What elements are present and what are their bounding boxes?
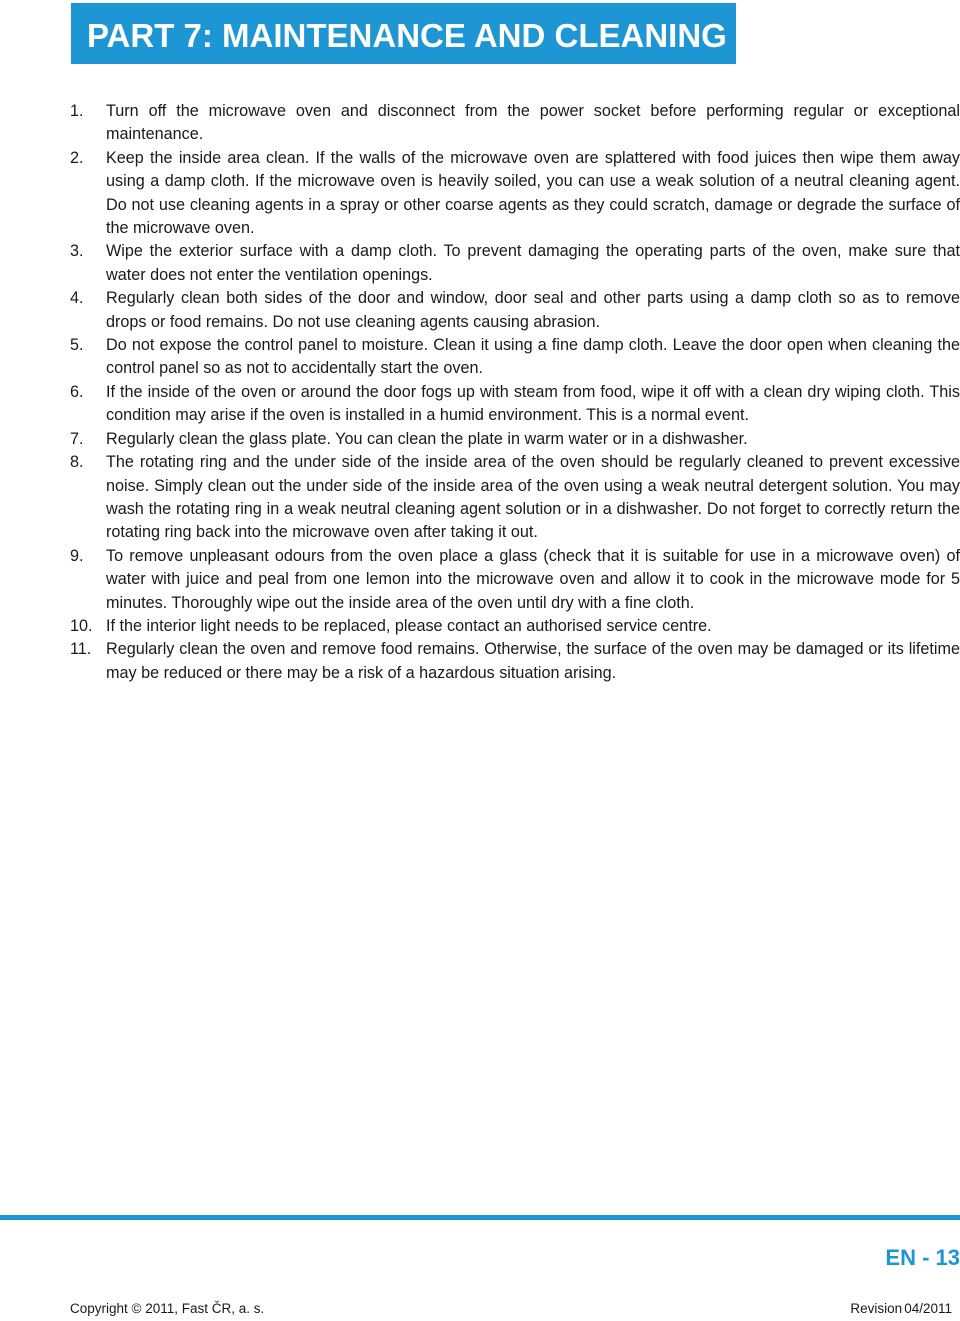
item-text: If the interior light needs to be replaced, please contact an authorised service centre. [106, 616, 712, 635]
list-item [70, 545, 960, 615]
item-number: 8. [70, 453, 84, 472]
page-number: EN - 13 [885, 1245, 960, 1270]
maintenance-instructions-list [70, 100, 960, 685]
revision-date: 04/2011 [904, 1301, 952, 1316]
item-text: Regularly clean both sides of the door and window, door seal and other parts using a damp cloth so as to remove drops or food remains. Do not use cleaning agents causing abrasion. [106, 289, 960, 331]
item-number: 10. [70, 616, 93, 635]
list-item [70, 100, 960, 147]
item-text: Regularly clean the oven and remove food remains. Otherwise, the surface of the oven may be damaged or its lifetime may be reduced or there may be a risk of a hazardous situation arising. [106, 640, 960, 682]
list-item [70, 638, 960, 685]
item-number: 2. [70, 148, 84, 167]
item-text: To remove unpleasant odours from the oven place a glass (check that it is suitable for use in a microwave oven) of water with juice and peal from one lemon into the microwave oven and allow it to cook in the microwave mode for 5 minutes. Thoroughly wipe out the inside area of the oven until dry with a fine cloth. [106, 546, 960, 612]
list-item [70, 615, 960, 638]
list-item [70, 240, 960, 287]
list-item [70, 287, 960, 334]
page-title: PART 7: MAINTENANCE AND CLEANING [87, 17, 727, 54]
list-item [70, 428, 960, 451]
item-number: 3. [70, 242, 84, 261]
item-number: 4. [70, 289, 84, 308]
item-text: The rotating ring and the under side of the inside area of the oven should be regularly cleaned to prevent excessive noise. Simply clean out the under side of the inside area of the oven using a weak neutral detergent solution. You may wash the rotating ring in a weak neutral cleaning agent solution or in a dishwasher. Do not forget to correctly return the rotating ring back into the microwave oven after taking it out. [106, 453, 960, 542]
list-item [70, 451, 960, 545]
item-number: 9. [70, 546, 84, 565]
item-number: 7. [70, 429, 84, 448]
revision-info [850, 1301, 952, 1316]
item-text: Regularly clean the glass plate. You can clean the plate in warm water or in a dishwasher. [106, 429, 748, 448]
item-number: 6. [70, 382, 84, 401]
revision-label: Revision [850, 1301, 903, 1316]
item-text: If the inside of the oven or around the door fogs up with steam from food, wipe it off with a clean dry wiping cloth. This condition may arise if the oven is installed in a humid environment. This is a normal event. [106, 382, 960, 425]
list-item [70, 147, 960, 241]
item-number: 1. [70, 102, 84, 120]
section-header [71, 3, 736, 64]
copyright-notice: Copyright © 2011, Fast ČR, a. s. [70, 1301, 265, 1316]
list-item [70, 381, 960, 428]
item-text: Do not expose the control panel to moisture. Clean it using a fine damp cloth. Leave the door open when cleaning the control panel so as not to accidentally start the oven. [106, 336, 960, 378]
item-number: 11. [70, 640, 92, 659]
item-number: 5. [70, 336, 84, 355]
item-text: Keep the inside area clean. If the walls of the microwave oven are splattered with food juices then wipe them away using a damp cloth. If the microwave oven is heavily soiled, you can use a weak solution of a neutral cleaning agent. Do not use cleaning agents in a spray or other coarse agents as they could scratch, damage or degrade the surface of the microwave oven. [106, 148, 960, 238]
item-text: Turn off the microwave oven and disconnect from the power socket before performing regular or exceptional maintenance. [106, 102, 960, 144]
list-item [70, 334, 960, 381]
footer-divider [0, 1215, 960, 1220]
item-text: Wipe the exterior surface with a damp cloth. To prevent damaging the operating parts of the oven, make sure that water does not enter the ventilation openings. [106, 242, 960, 284]
